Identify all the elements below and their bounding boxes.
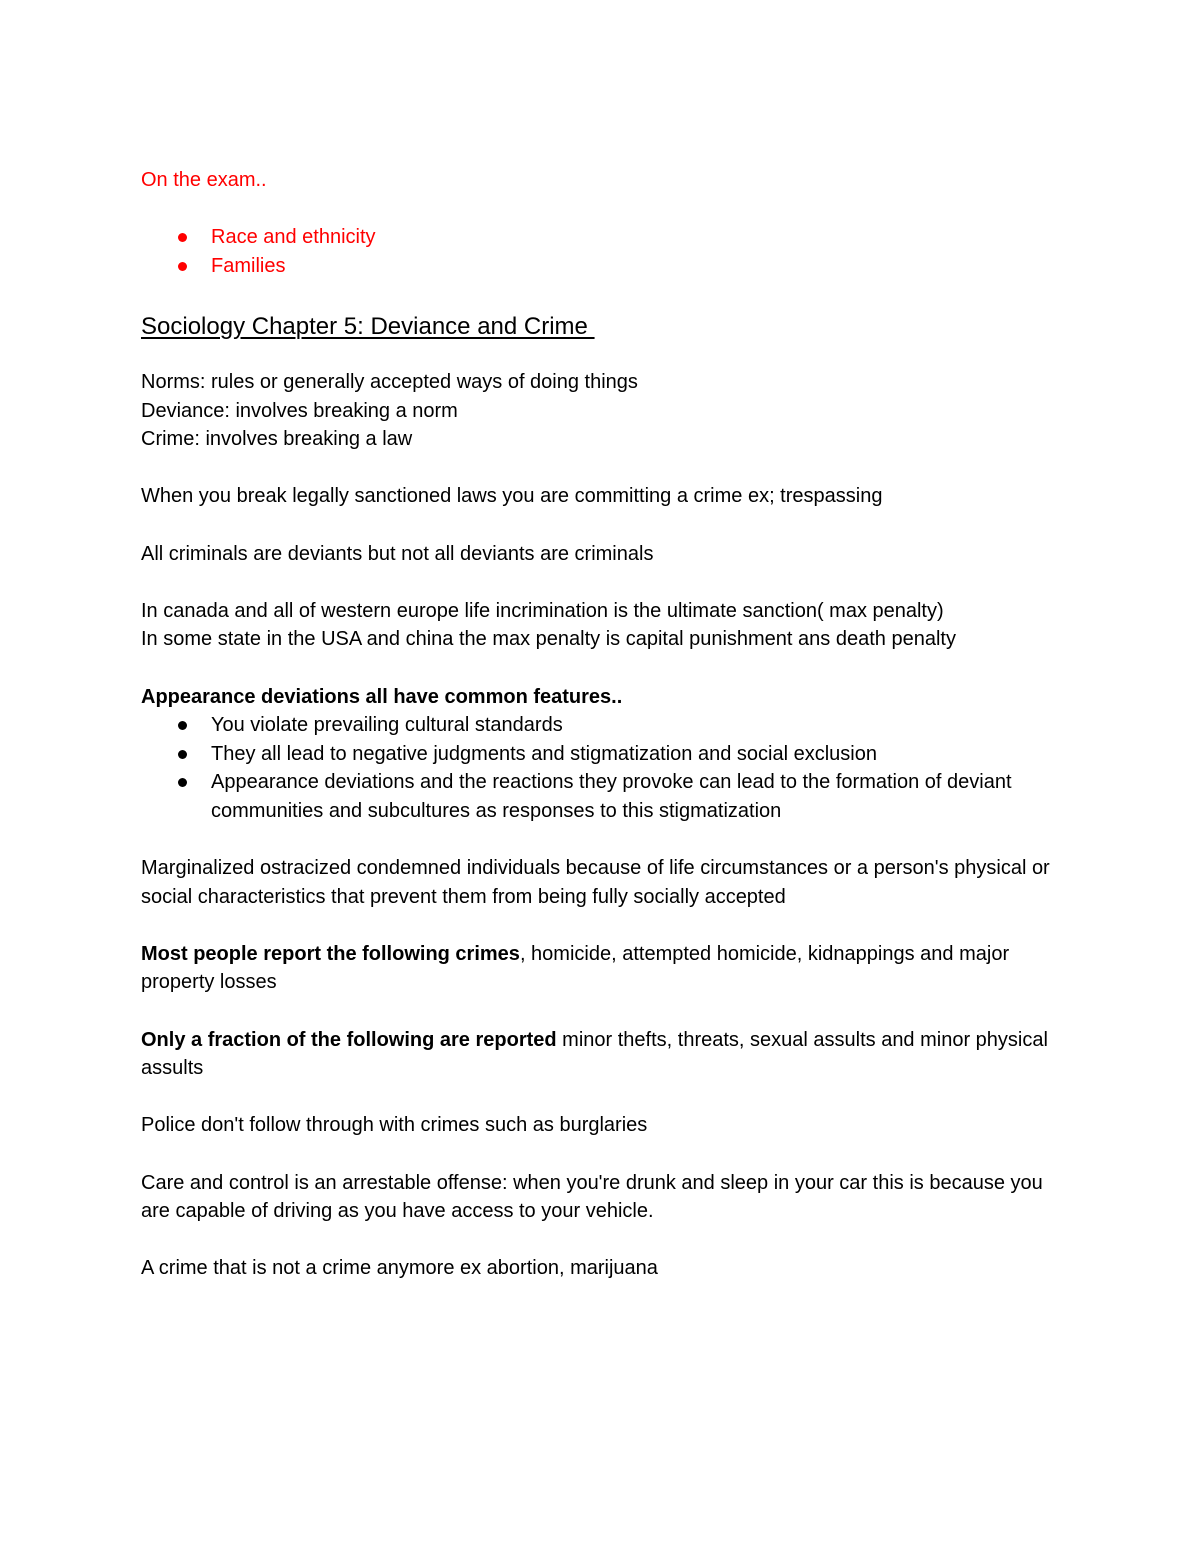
bullet-icon <box>178 233 187 242</box>
definition-norms: Norms: rules or generally accepted ways of doing things <box>141 370 638 393</box>
no-longer-crime-paragraph: A crime that is not a crime anymore ex abortion, marijuana <box>141 1257 658 1280</box>
penalty-usa-china: In some state in the USA and china the max penalty is capital punishment ans death penalty <box>141 628 956 651</box>
appearance-list-item: They all lead to negative judgments and stigmatization and social exclusion <box>141 740 1061 769</box>
spacer <box>141 1226 1061 1255</box>
criminals-statement: All criminals are deviants but not all deviants are criminals <box>141 542 654 565</box>
spacer <box>141 511 1061 540</box>
bullet-icon <box>178 262 187 271</box>
spacer <box>141 343 1061 368</box>
spacer <box>141 1083 1061 1112</box>
spacer <box>141 195 1061 224</box>
page-title: Sociology Chapter 5: Deviance and Crime <box>141 312 595 340</box>
spacer <box>141 454 1061 483</box>
care-control-paragraph: Care and control is an arrestable offense: when you're drunk and sleep in your car this is because you are capable of driving as you have access to your vehicle. <box>141 1171 1043 1223</box>
spacer <box>141 911 1061 940</box>
definition-crime: Crime: involves breaking a law <box>141 428 413 451</box>
appearance-heading: Appearance deviations all have common features.. <box>141 685 623 708</box>
exam-list-item: Families <box>141 252 1061 281</box>
exam-list-item: Race and ethnicity <box>141 223 1061 252</box>
marginalized-paragraph: Marginalized ostracized condemned individuals because of life circumstances or a person's physical or social characteristics that prevent them from being fully socially accepted <box>141 857 1050 908</box>
bullet-icon <box>178 778 187 787</box>
police-paragraph: Police don't follow through with crimes such as burglaries <box>141 1114 648 1137</box>
penalty-canada: In canada and all of western europe life incrimination is the ultimate sanction( max penalty) <box>141 599 944 622</box>
document-page <box>141 166 1061 1283</box>
appearance-list-item: Appearance deviations and the reactions they provoke can lead to the formation of deviant communities and subcultures as responses to this stigmatization <box>141 768 1061 825</box>
spacer <box>141 997 1061 1026</box>
bullet-icon <box>178 750 187 759</box>
crime-statement: When you break legally sanctioned laws you are committing a crime ex; trespassing <box>141 485 883 508</box>
spacer <box>141 825 1061 854</box>
bullet-icon <box>178 721 187 730</box>
spacer <box>141 1140 1061 1169</box>
appearance-list <box>141 711 1061 825</box>
exam-list <box>141 223 1061 280</box>
spacer <box>141 654 1061 683</box>
appearance-list-item: You violate prevailing cultural standards <box>141 711 1061 740</box>
spacer <box>141 568 1061 597</box>
exam-heading: On the exam.. <box>141 169 267 191</box>
reported-paragraph: Most people report the following crimes, homicide, attempted homicide, kidnappings and major property losses <box>141 942 1010 994</box>
fraction-paragraph: Only a fraction of the following are reported minor thefts, threats, sexual assults and minor physical assults <box>141 1028 1048 1080</box>
spacer <box>141 280 1061 309</box>
definition-deviance: Deviance: involves breaking a norm <box>141 399 458 422</box>
